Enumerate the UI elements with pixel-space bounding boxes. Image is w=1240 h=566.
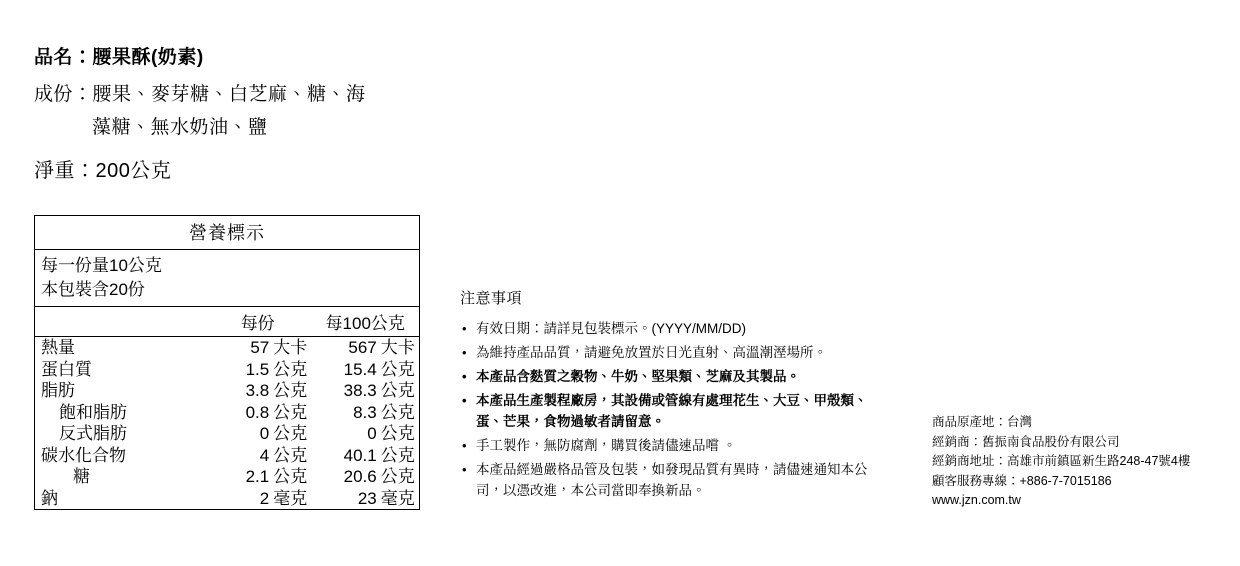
- nutrition-title: 營養標示: [35, 216, 419, 250]
- per-100g-value: 40.1: [343, 445, 377, 465]
- per-serving-value: 57: [250, 338, 270, 357]
- notice-item-text: 為維持產品品質，請避免放置於日光直射、高溫潮溼場所。: [476, 345, 827, 360]
- nutrient-name: 飽和脂肪: [59, 402, 127, 422]
- nutrient-name: 蛋白質: [41, 359, 92, 379]
- distributor-name: 經銷商：舊振南食品股份有限公司: [932, 434, 1120, 449]
- bullet-icon: •: [462, 462, 467, 477]
- notice-item-text: 手工製作，無防腐劑，購買後請儘速品嚐 。: [476, 438, 737, 453]
- notice-item-text: 本產品含麩質之穀物、牛奶、堅果類、芝麻及其製品。: [476, 369, 800, 384]
- product-info-block: [34, 44, 434, 186]
- per-100g-value: 0: [367, 424, 377, 443]
- per-serving-value: 4: [259, 445, 270, 465]
- per-serving-value: 0.8: [245, 402, 270, 422]
- per-100g-unit: 公克: [380, 467, 415, 486]
- per-serving-value: 3.8: [245, 381, 270, 400]
- notice-item: [460, 390, 890, 432]
- nutrient-name: 鈉: [41, 488, 58, 508]
- per-serving-unit: 公克: [273, 381, 308, 400]
- website-url[interactable]: www.jzn.com.tw: [932, 493, 1021, 507]
- table-row: [35, 359, 419, 381]
- net-weight: 淨重：200公克: [34, 160, 172, 182]
- ingredients-line-2: 藻糖、無水奶油、鹽: [92, 117, 268, 138]
- notice-title: 注意事項: [460, 290, 523, 307]
- notice-item-text: 有效日期：請詳見包裝標示。(YYYY/MM/DD): [476, 321, 746, 336]
- nutrition-values-grid: [35, 307, 419, 509]
- nutrient-name: 脂肪: [41, 381, 75, 400]
- product-name: 品名：腰果酥(奶素): [34, 47, 204, 68]
- notice-item-text: 本產品經過嚴格品管及包裝，如發現品質有異時，請儘速通知本公司，以憑改進，本公司當即奉換新品。: [476, 462, 868, 498]
- notice-item: [460, 342, 890, 363]
- nutrient-name: 熱量: [41, 338, 75, 357]
- per-100g-value: 20.6: [343, 467, 377, 486]
- nutrition-facts-table: [34, 215, 420, 510]
- per-100g-unit: 公克: [380, 359, 415, 379]
- bullet-icon: •: [462, 438, 467, 453]
- per-serving-unit: 公克: [273, 359, 308, 379]
- per-serving-unit: 公克: [273, 445, 308, 465]
- notice-item: [460, 318, 890, 339]
- per-100g-unit: 公克: [380, 445, 415, 465]
- serving-info: [35, 250, 419, 307]
- ingredients-line-1: 成份：腰果、麥芽糖、白芝麻、糖、海: [34, 84, 366, 105]
- table-row: [35, 488, 419, 510]
- product-origin: 商品原產地：台灣: [932, 415, 1033, 429]
- notice-item: [460, 435, 890, 456]
- per-serving-value: 0: [259, 424, 270, 443]
- notice-item-text: 本產品生產製程廠房，其設備或管線有處理花生、大豆、甲殼類、蛋、芒果，食物過敏者請留意。: [476, 393, 868, 429]
- nutrition-header-row: [35, 307, 419, 337]
- distributor-address: 經銷商地址：高雄市前鎮區新生路248-47號4樓: [932, 454, 1191, 468]
- header-per-100g: 每100公克: [311, 307, 419, 337]
- table-row: [35, 423, 419, 445]
- per-serving-value: 2: [259, 488, 270, 508]
- notice-item: [460, 366, 890, 387]
- per-serving-unit: 毫克: [273, 488, 308, 508]
- table-row: [35, 380, 419, 402]
- notice-list: [460, 318, 890, 501]
- table-row: [35, 337, 419, 359]
- nutrient-name: 碳水化合物: [41, 445, 126, 465]
- per-serving-value: 1.5: [245, 359, 270, 379]
- per-100g-value: 567: [348, 338, 377, 357]
- per-100g-unit: 公克: [380, 402, 415, 422]
- ingredients-block: [34, 78, 434, 144]
- bullet-icon: •: [462, 345, 467, 360]
- per-100g-value: 23: [357, 488, 377, 508]
- per-serving-unit: 公克: [273, 424, 308, 443]
- per-100g-unit: 大卡: [380, 338, 415, 357]
- table-row: [35, 466, 419, 488]
- notice-item: [460, 459, 890, 501]
- per-100g-value: 8.3: [353, 402, 377, 422]
- table-row: [35, 402, 419, 424]
- company-info-block: [932, 413, 1222, 511]
- nutrient-name: 糖: [73, 467, 90, 486]
- per-serving-unit: 公克: [273, 467, 308, 486]
- per-100g-unit: 公克: [380, 381, 415, 400]
- per-serving-unit: 公克: [273, 402, 308, 422]
- per-100g-unit: 毫克: [380, 488, 415, 508]
- table-row: [35, 445, 419, 467]
- per-serving-value: 2.1: [245, 467, 270, 486]
- notice-section: [460, 288, 890, 504]
- per-serving-unit: 大卡: [273, 338, 308, 357]
- per-100g-value: 38.3: [343, 381, 377, 400]
- per-100g-value: 15.4: [343, 359, 377, 379]
- per-100g-unit: 公克: [380, 424, 415, 443]
- service-phone: 顧客服務專線：+886-7-7015186: [932, 473, 1112, 488]
- nutrient-name: 反式脂肪: [59, 424, 127, 443]
- header-blank: [35, 307, 204, 337]
- serving-size: 每一份量10公克: [41, 256, 162, 275]
- header-per-serving: 每份: [204, 307, 312, 337]
- nutrition-body: [35, 337, 419, 510]
- bullet-icon: •: [462, 393, 467, 408]
- bullet-icon: •: [462, 321, 467, 336]
- bullet-icon: •: [462, 369, 467, 384]
- servings-per-pack: 本包裝含20份: [41, 280, 145, 299]
